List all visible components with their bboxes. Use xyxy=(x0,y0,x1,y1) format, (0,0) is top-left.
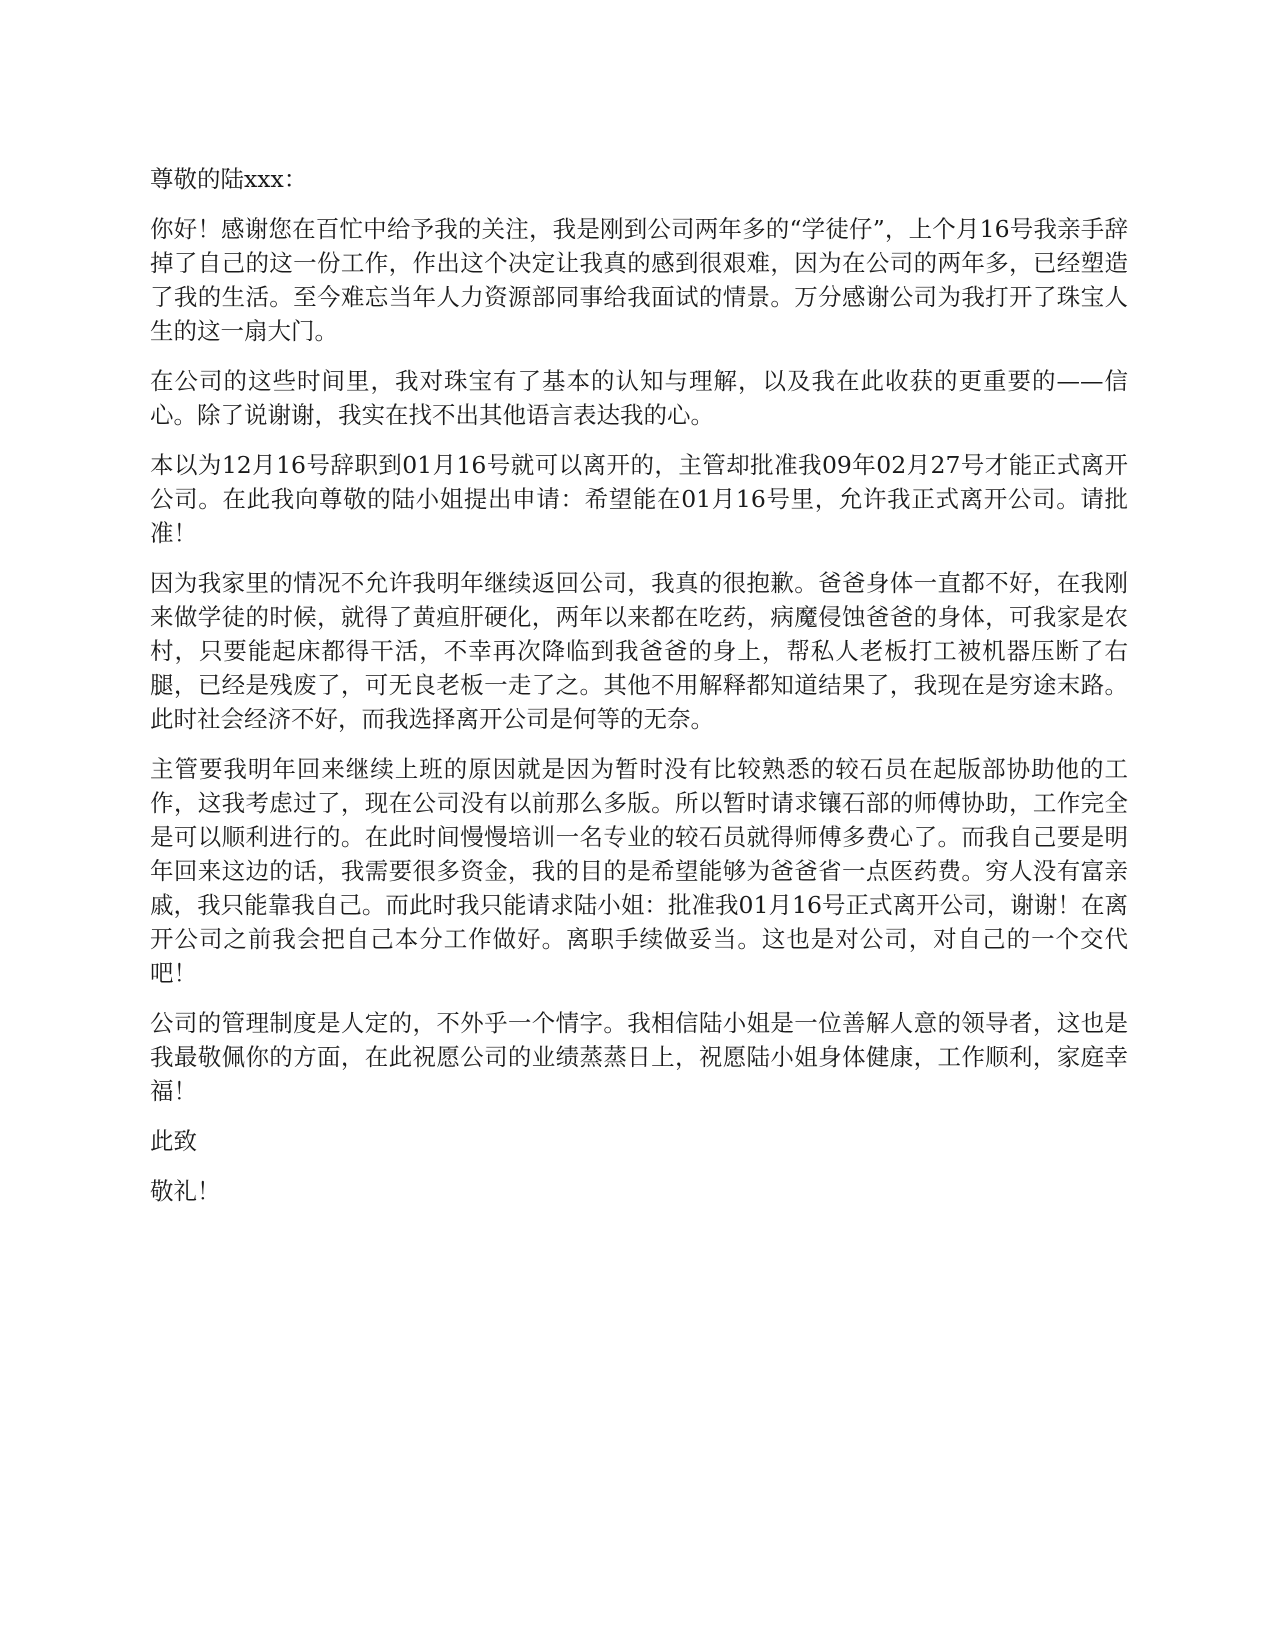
letter-paragraph-3: 本以为12月16号辞职到01月16号就可以离开的，主管却批准我09年02月27号才能正式离开公司。在此我向尊敬的陆小姐提出申请：希望能在01月16号里，允许我正式离开公司。请批准！ xyxy=(150,451,1128,547)
letter-closing: 此致 xyxy=(150,1127,197,1155)
letter-paragraph-2: 在公司的这些时间里，我对珠宝有了基本的认知与理解，以及我在此收获的更重要的——信心。除了说谢谢，我实在找不出其他语言表达我的心。 xyxy=(150,367,1128,429)
letter-paragraph-6: 公司的管理制度是人定的，不外乎一个情字。我相信陆小姐是一位善解人意的领导者，这也是我最敬佩你的方面，在此祝愿公司的业绩蒸蒸日上，祝愿陆小姐身体健康，工作顺利，家庭幸福！ xyxy=(150,1009,1128,1105)
letter-regards: 敬礼！ xyxy=(150,1177,221,1205)
letter-salutation: 尊敬的陆xxx： xyxy=(150,165,308,193)
letter-body xyxy=(150,162,1128,1224)
letter-paragraph-4: 因为我家里的情况不允许我明年继续返回公司，我真的很抱歉。爸爸身体一直都不好，在我刚来做学徒的时候，就得了黄疸肝硬化，两年以来都在吃药，病魔侵蚀爸爸的身体，可我家是农村，只要能起床都得干活，不幸再次降临到我爸爸的身上，帮私人老板打工被机器压断了右腿，已经是残废了，可无良老板一走了之。其他不用解释都知道结果了，我现在是穷途末路。此时社会经济不好，而我选择离开公司是何等的无奈。 xyxy=(150,569,1128,733)
letter-paragraph-5: 主管要我明年回来继续上班的原因就是因为暂时没有比较熟悉的较石员在起版部协助他的工作，这我考虑过了，现在公司没有以前那么多版。所以暂时请求镶石部的师傅协助，工作完全是可以顺利进行的。在此时间慢慢培训一名专业的较石员就得师傅多费心了。而我自己要是明年回来这边的话，我需要很多资金，我的目的是希望能够为爸爸省一点医药费。穷人没有富亲戚，我只能靠我自己。而此时我只能请求陆小姐：批准我01月16号正式离开公司，谢谢！在离开公司之前我会把自己本分工作做好。离职手续做妥当。这也是对公司，对自己的一个交代吧！ xyxy=(150,755,1128,987)
letter-paragraph-1: 你好！感谢您在百忙中给予我的关注，我是刚到公司两年多的“学徒仔”，上个月16号我亲手辞掉了自己的这一份工作，作出这个决定让我真的感到很艰难，因为在公司的两年多，已经塑造了我的生活。至今难忘当年人力资源部同事给我面试的情景。万分感谢公司为我打开了珠宝人生的这一扇大门。 xyxy=(150,215,1128,345)
